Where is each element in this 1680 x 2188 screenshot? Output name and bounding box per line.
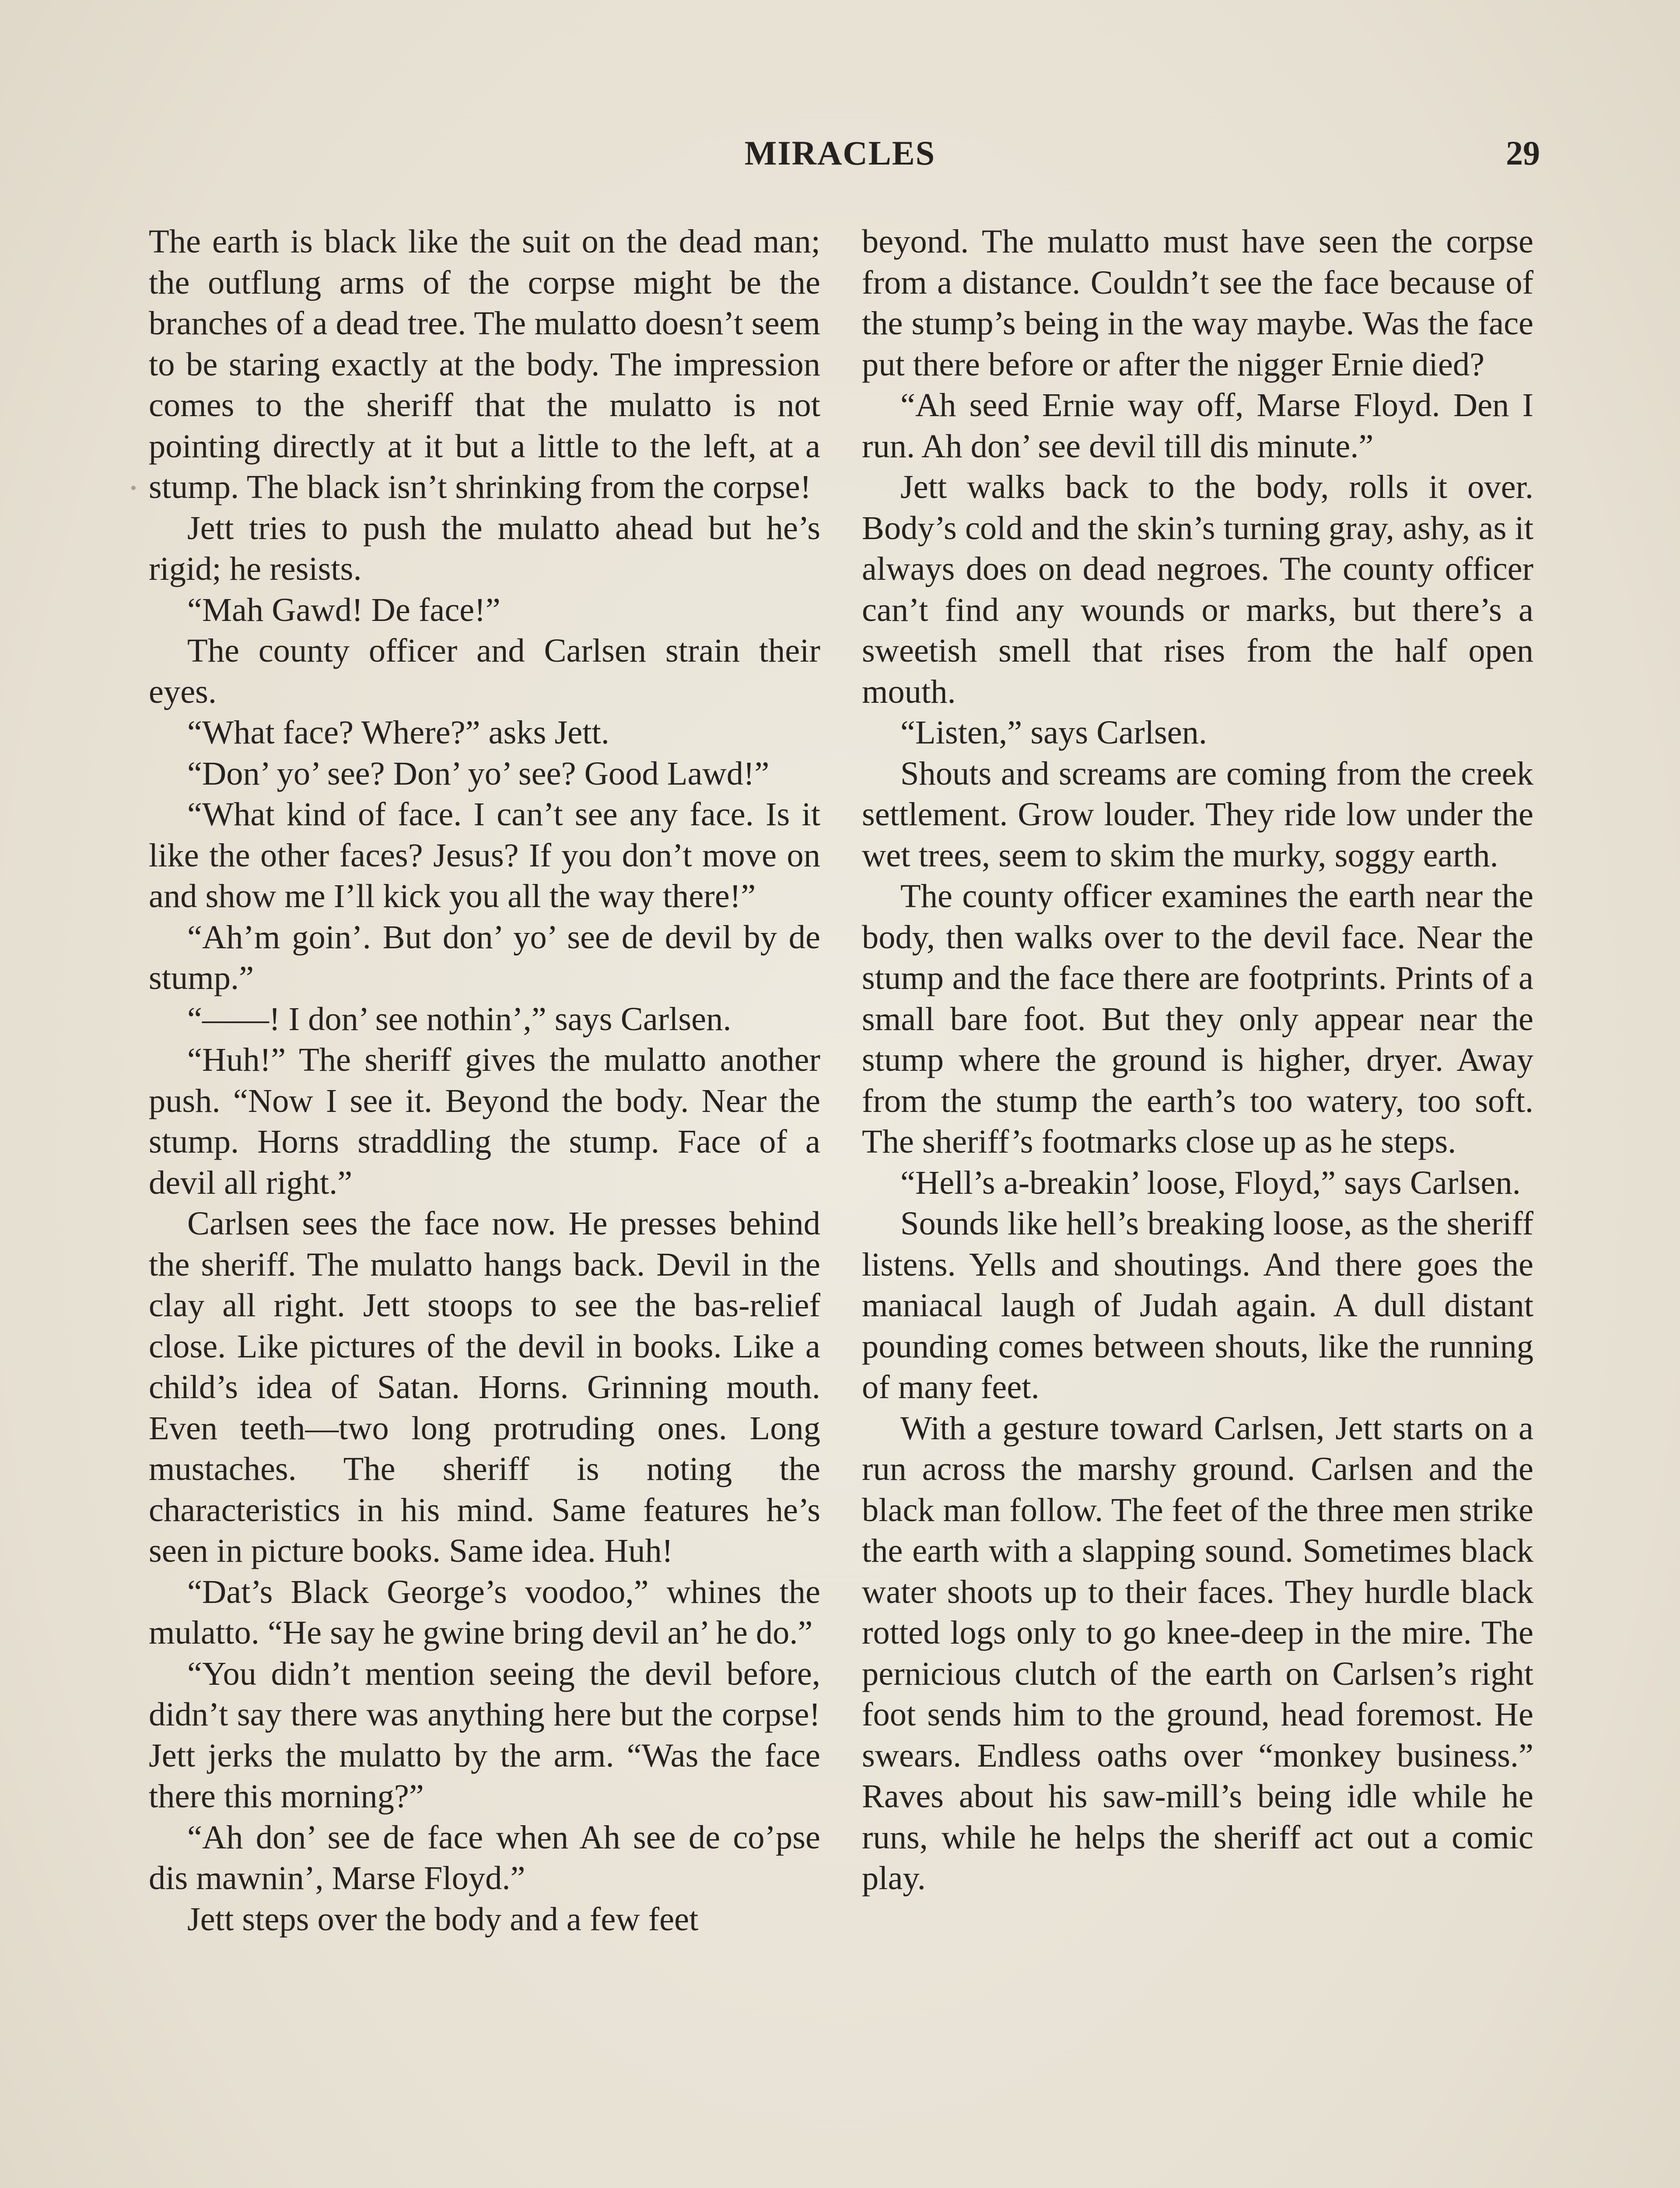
paragraph: “What kind of face. I can’t see any face. Is it like the other faces? Jesus? If you don’t move on and show me I’ll kick you all the way there!” <box>149 796 820 915</box>
paragraph: Sounds like hell’s breaking loose, as the sheriff listens. Yells and shoutings. And there goes the maniacal laugh of Judah again. A dull distant pounding comes between shouts, like the running of many feet. <box>862 1205 1533 1406</box>
paragraph: Jett tries to push the mulatto ahead but he’s rigid; he resists. <box>149 509 820 587</box>
paragraph: “——! I don’ see nothin’,” says Carlsen. <box>187 1000 732 1038</box>
paragraph: “Mah Gawd! De face!” <box>187 591 500 628</box>
paragraph: Shouts and screams are coming from the creek settlement. Grow louder. They ride low under the wet trees, seem to skim the murky, soggy earth. <box>862 754 1533 874</box>
left-text-column <box>149 221 820 1939</box>
paragraph: Jett steps over the body and a few feet <box>187 1900 699 1938</box>
paragraph: Jett walks back to the body, rolls it over. Body’s cold and the skin’s turning gray, ashy, as it always does on dead negroes. The county officer can’t find any wounds or marks, but there’s a sweetish smell that rises from the half open mouth. <box>862 468 1533 710</box>
right-text-column <box>862 221 1533 1899</box>
paragraph: “What face? Where?” asks Jett. <box>187 714 609 751</box>
paragraph: beyond. The mulatto must have seen the corpse from a distance. Couldn’t see the face because of the stump’s being in the way maybe. Was the face put there before or after the nigger Ernie died? <box>862 223 1533 383</box>
paragraph: The earth is black like the suit on the dead man; the outflung arms of the corpse might be the branches of a dead tree. The mulatto doesn’t seem to be staring exactly at the body. The impression comes to the sheriff that the mulatto is not pointing directly at it but a little to the left, at a stump. The black isn’t shrinking from the corpse! <box>149 223 820 505</box>
chapter-title: MIRACLES <box>744 134 936 172</box>
paragraph: “Dat’s Black George’s voodoo,” whines the mulatto. “He say he gwine bring devil an’ he do.” <box>149 1573 820 1651</box>
paragraph: “Hell’s a-breakin’ loose, Floyd,” says Carlsen. <box>900 1164 1521 1201</box>
paragraph: The county officer and Carlsen strain their eyes. <box>149 632 820 710</box>
paragraph: “Listen,” says Carlsen. <box>900 714 1208 751</box>
paragraph: “Ah seed Ernie way off, Marse Floyd. Den I run. Ah don’ see devil till dis minute.” <box>862 386 1533 465</box>
paper-speck <box>131 486 136 490</box>
paragraph: “Huh!” The sheriff gives the mulatto another push. “Now I see it. Beyond the body. Near the stump. Horns straddling the stump. Face of a devil all right.” <box>149 1041 820 1201</box>
paragraph: “You didn’t mention seeing the devil before, didn’t say there was anything here but the corpse! Jett jerks the mulatto by the arm. “Was the face there this morning?” <box>149 1655 820 1815</box>
paragraph: “Don’ yo’ see? Don’ yo’ see? Good Lawd!” <box>187 754 770 792</box>
paragraph: “Ah don’ see de face when Ah see de co’pse dis mawnin’, Marse Floyd.” <box>149 1818 820 1897</box>
page-number: 29 <box>1506 134 1540 172</box>
paragraph: “Ah’m goin’. But don’ yo’ see de devil by de stump.” <box>149 918 820 996</box>
paragraph: The county officer examines the earth near the body, then walks over to the devil face. Near the stump and the face there are footprints. Prints of a small bare foot. But they only appear near the stump where the ground is higher, dryer. Away from the stump the earth’s too watery, too soft. The sheriff’s footmarks close up as he steps. <box>862 877 1533 1160</box>
running-header <box>0 133 1680 182</box>
paragraph: Carlsen sees the face now. He presses behind the sheriff. The mulatto hangs back. Devil in the clay all right. Jett stoops to see the bas-relief close. Like pictures of the devil in books. Like a child’s idea of Satan. Horns. Grinning mouth. Even teeth—two long protruding ones. Long mustaches. The sheriff is noting the characteristics in his mind. Same features he’s seen in picture books. Same idea. Huh! <box>149 1205 820 1569</box>
paragraph: With a gesture toward Carlsen, Jett starts on a run across the marshy ground. Carlsen and the black man follow. The feet of the three men strike the earth with a slapping sound. Sometimes black water shoots up to their faces. They hurdle black rotted logs only to go knee-deep in the mire. The pernicious clutch of the earth on Carlsen’s right foot sends him to the ground, head foremost. He swears. Endless oaths over “monkey business.” Raves about his saw-mill’s being idle while he runs, while he helps the sheriff act out a comic play. <box>862 1409 1533 1897</box>
